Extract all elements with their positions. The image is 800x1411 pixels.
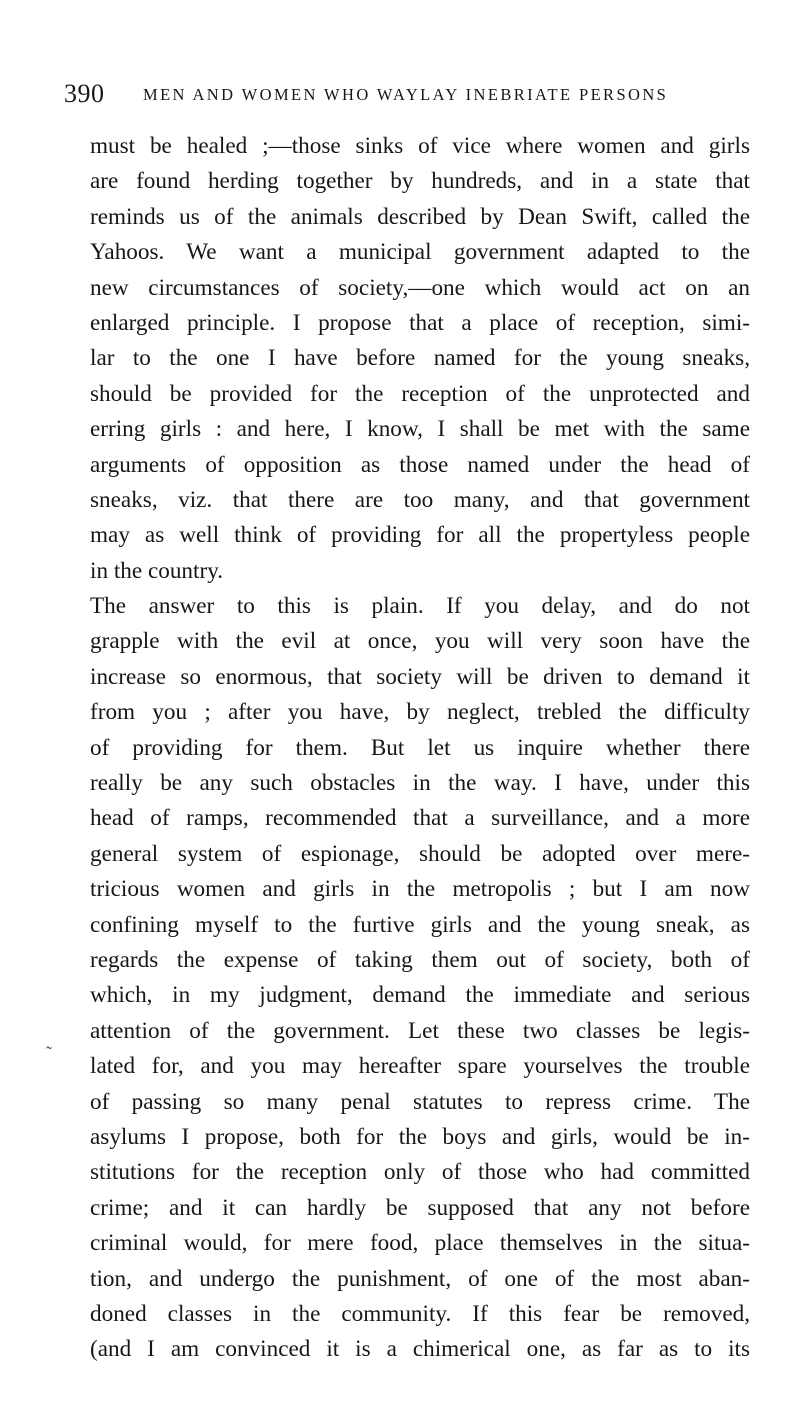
- text-line: sneaks, viz. that there are too many, and that government: [90, 486, 750, 513]
- margin-mark: ˜: [46, 1043, 52, 1063]
- text-line: general system of espionage, should be adopted over mere-: [90, 840, 750, 867]
- text-line: stitutions for the reception only of those who had committed: [90, 1159, 750, 1186]
- text-line: asylums I propose, both for the boys and girls, would be in-: [90, 1123, 750, 1150]
- text-line: new circumstances of society,—one which would act on an: [90, 274, 750, 301]
- text-line: confining myself to the furtive girls and the young sneak, as: [90, 911, 750, 938]
- text-line: in the country.: [90, 557, 224, 584]
- text-line: must be healed ;—those sinks of vice where women and girls: [90, 133, 750, 159]
- text-line: of providing for them. But let us inquire whether there: [90, 734, 750, 761]
- text-line: The answer to this is plain. If you delay, and do not: [90, 593, 750, 620]
- text-line: erring girls : and here, I know, I shall be met with the same: [90, 416, 750, 443]
- text-line: of passing so many penal statutes to repress crime. The: [90, 1088, 750, 1115]
- text-line: head of ramps, recommended that a surveillance, and a more: [90, 805, 750, 832]
- running-head: [64, 78, 740, 110]
- text-line: crime; and it can hardly be supposed that any not before: [90, 1194, 750, 1221]
- text-line: Yahoos. We want a municipal government adapted to the: [90, 239, 750, 266]
- text-line: lated for, and you may hereafter spare yourselves the trouble: [90, 1053, 750, 1080]
- text-line: tricious women and girls in the metropolis ; but I am now: [90, 876, 750, 903]
- text-line: from you ; after you have, by neglect, trebled the difficulty: [90, 699, 750, 726]
- text-line: are found herding together by hundreds, and in a state that: [90, 168, 750, 195]
- text-line: reminds us of the animals described by Dean Swift, called the: [90, 203, 750, 230]
- text-line: criminal would, for mere food, place themselves in the situa-: [90, 1230, 750, 1257]
- page-number: 390: [64, 79, 105, 108]
- text-line: may as well think of providing for all the propertyless people: [90, 522, 750, 549]
- text-line: doned classes in the community. If this fear be removed,: [90, 1300, 750, 1327]
- text-line: tion, and undergo the punishment, of one of the most aban-: [90, 1265, 750, 1292]
- text-line: should be provided for the reception of the unprotected and: [90, 380, 750, 407]
- body-text: [90, 129, 750, 1368]
- running-title: MEN AND WOMEN WHO WAYLAY INEBRIATE PERSONS: [143, 85, 669, 104]
- text-line: grapple with the evil at once, you will very soon have the: [90, 628, 750, 655]
- text-line: really be any such obstacles in the way. I have, under this: [90, 770, 750, 797]
- text-line: (and I am convinced it is a chimerical one, as far as to its: [90, 1336, 750, 1363]
- text-line: lar to the one I have before named for the young sneaks,: [90, 345, 750, 372]
- text-line: attention of the government. Let these two classes be legis-: [90, 1017, 750, 1044]
- text-line: arguments of opposition as those named under the head of: [90, 451, 750, 478]
- text-line: increase so enormous, that society will be driven to demand it: [90, 663, 750, 690]
- text-line: which, in my judgment, demand the immediate and serious: [90, 982, 750, 1009]
- text-line: enlarged principle. I propose that a place of reception, simi-: [90, 309, 750, 336]
- text-line: regards the expense of taking them out of society, both of: [90, 946, 750, 973]
